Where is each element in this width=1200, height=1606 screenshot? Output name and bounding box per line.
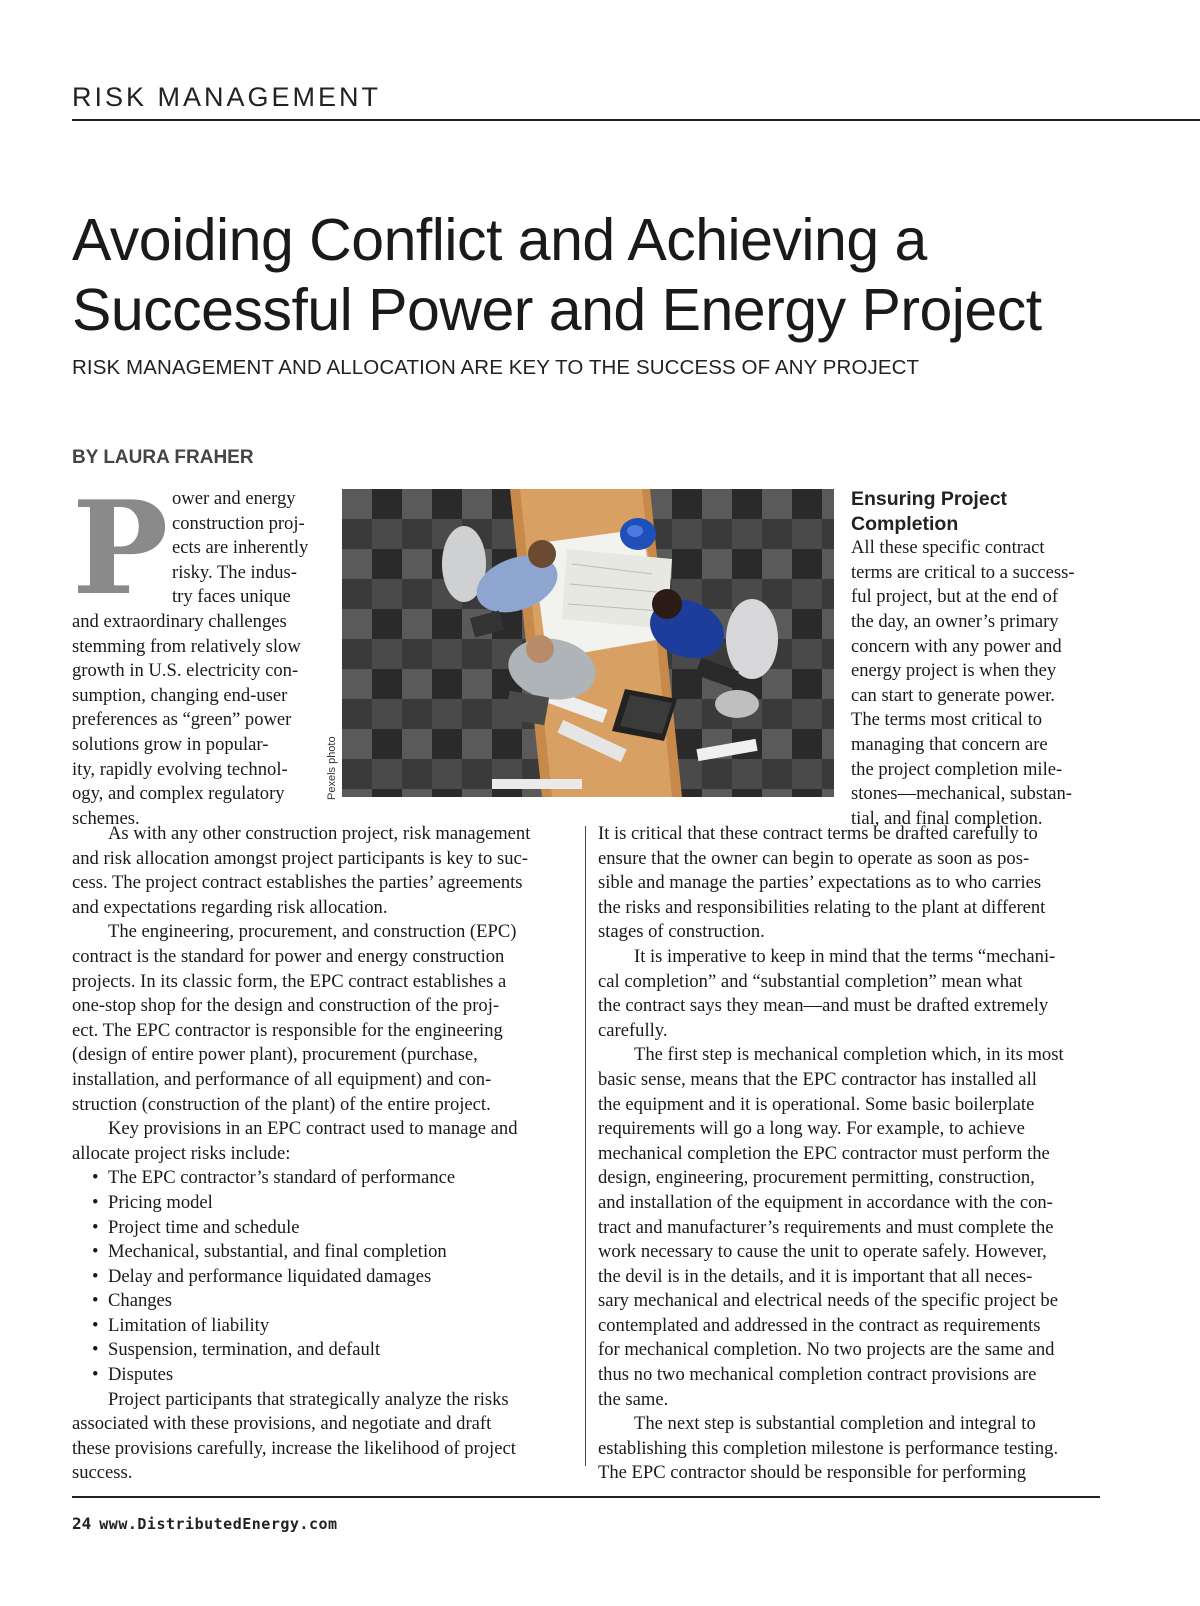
byline: BY LAURA FRAHER (72, 447, 254, 468)
text-line: ful project, but at the end of (851, 586, 1059, 608)
top-rule (72, 119, 1200, 121)
text-line: tial, and final completion. (851, 807, 1043, 829)
bullet-text: Delay and performance liquidated damages (108, 1265, 432, 1287)
text-line: tract and manufacturer’s requirements and must complete the (598, 1216, 1054, 1238)
text-line: All these specific contract (851, 537, 1045, 559)
title-line-2: Successful Power and Energy Project (72, 277, 1042, 343)
text-line: concern with any power and (851, 635, 1062, 657)
text-line: work necessary to cause the unit to operate safely. However, (598, 1241, 1047, 1263)
bullet-text: The EPC contractor’s standard of performance (108, 1167, 456, 1189)
page-number: 24 (72, 1514, 92, 1533)
bullet-item (72, 1289, 582, 1314)
text-line: and installation of the equipment in accordance with the con- (598, 1191, 1053, 1213)
text-line: design, engineering, procurement permitting, construction, (598, 1167, 1035, 1189)
text-line: It is imperative to keep in mind that the terms “mechani- (634, 945, 1056, 967)
column-divider (585, 826, 586, 1466)
bullet-text: Changes (108, 1290, 173, 1312)
bullet-text: Suspension, termination, and default (108, 1339, 381, 1361)
text-line: growth in U.S. electricity con- (72, 660, 299, 682)
section-label: RISK MANAGEMENT (72, 82, 382, 112)
page-footer (72, 1514, 338, 1533)
photo-credit: Pexels photo (326, 736, 338, 800)
text-line: contemplated and addressed in the contract as requirements (598, 1314, 1041, 1336)
bullet-item (72, 1363, 582, 1388)
bullet-icon: • (92, 1241, 99, 1263)
text-line: sible and manage the parties’ expectations as to who carries (598, 872, 1042, 894)
text-line: the day, an owner’s primary (851, 610, 1059, 632)
text-line: ower and energy (172, 488, 296, 509)
meeting-overhead-photo (342, 489, 834, 797)
article-photo (342, 489, 834, 797)
right-narrow-text (851, 536, 1111, 831)
footer-rule (72, 1496, 1100, 1498)
bullet-text: Mechanical, substantial, and final completion (108, 1241, 447, 1263)
heading-line-1: Ensuring Project (851, 488, 1008, 510)
text-line: ects are inherently (172, 537, 309, 559)
text-line: ensure that the owner can begin to operate as soon as pos- (598, 847, 1030, 869)
bullet-icon: • (92, 1314, 99, 1336)
bullet-text: Pricing model (108, 1191, 213, 1213)
heading-line-2: Completion (851, 512, 959, 535)
bullet-text: Project time and schedule (108, 1216, 300, 1238)
bullet-icon: • (92, 1265, 99, 1287)
text-line: success. (72, 1462, 133, 1484)
text-line: the contract says they mean—and must be drafted extremely (598, 995, 1049, 1017)
bullet-icon: • (92, 1191, 99, 1213)
text-line: managing that concern are (851, 733, 1048, 755)
section-heading (851, 487, 1111, 536)
text-line: struction (construction of the plant) of the entire project. (72, 1093, 491, 1115)
bullet-item (72, 1191, 582, 1216)
bullet-icon: • (92, 1167, 99, 1189)
text-line: carefully. (598, 1019, 668, 1041)
text-line: The terms most critical to (851, 709, 1043, 731)
bullet-icon: • (92, 1364, 99, 1386)
text-line: ity, rapidly evolving technol- (72, 758, 288, 780)
text-line: for mechanical completion. No two projects are the same and (598, 1339, 1055, 1361)
text-line: Project participants that strategically analyze the risks (108, 1388, 509, 1410)
text-line: sary mechanical and electrical needs of the specific project be (598, 1290, 1058, 1312)
text-line: establishing this completion milestone is performance testing. (598, 1437, 1059, 1459)
article-title (72, 205, 1172, 345)
bullet-item (72, 1338, 582, 1363)
bullet-icon: • (92, 1290, 99, 1312)
bullet-item (72, 1314, 582, 1339)
text-line: Key provisions in an EPC contract used to manage and (108, 1118, 518, 1140)
text-line: The next step is substantial completion and integral to (634, 1413, 1036, 1435)
text-line: contract is the standard for power and energy construction (72, 945, 505, 967)
text-line: The EPC contractor should be responsible for performing (598, 1462, 1027, 1484)
text-line: and expectations regarding risk allocation. (72, 896, 388, 918)
drop-cap: P (72, 474, 169, 624)
text-line: and extraordinary challenges (72, 611, 287, 632)
text-line: stemming from relatively slow (72, 635, 301, 657)
text-line: the equipment and it is operational. Some basic boilerplate (598, 1093, 1035, 1115)
text-line: installation, and performance of all equipment) and con- (72, 1068, 492, 1090)
text-line: one-stop shop for the design and construction of the proj- (72, 995, 500, 1017)
text-line: (design of entire power plant), procurement (purchase, (72, 1044, 478, 1066)
text-line: ogy, and complex regulatory (72, 783, 285, 805)
text-line: associated with these provisions, and negotiate and draft (72, 1413, 492, 1435)
bullet-icon: • (92, 1339, 99, 1361)
text-line: allocate project risks include: (72, 1142, 291, 1164)
text-line: basic sense, means that the EPC contractor has installed all (598, 1068, 1037, 1090)
text-line: The first step is mechanical completion which, in its most (634, 1044, 1064, 1066)
title-line-1: Avoiding Conflict and Achieving a (72, 207, 927, 273)
text-line: preferences as “green” power (72, 709, 292, 731)
right-sidebar-block (851, 487, 1111, 831)
bullet-item (72, 1216, 582, 1241)
text-line: mechanical completion the EPC contractor must perform the (598, 1142, 1050, 1164)
left-column-body (72, 822, 582, 1486)
footer-url[interactable]: www.DistributedEnergy.com (99, 1515, 338, 1533)
bullet-item (72, 1166, 582, 1191)
text-line: thus no two mechanical completion contract provisions are (598, 1364, 1037, 1386)
text-line: the same. (598, 1388, 669, 1410)
text-line: cal completion” and “substantial completion” mean what (598, 970, 1023, 992)
text-line: and risk allocation amongst project participants is key to suc- (72, 847, 528, 869)
text-line: sumption, changing end-user (72, 684, 288, 706)
text-line: stones—mechanical, substan- (851, 783, 1073, 805)
text-line: projects. In its classic form, the EPC contract establishes a (72, 970, 507, 992)
text-line: ect. The EPC contractor is responsible for the engineering (72, 1019, 503, 1041)
text-line: the risks and responsibilities relating to the plant at different (598, 896, 1046, 918)
text-line: It is critical that these contract terms be drafted carefully to (598, 823, 1038, 844)
text-line: requirements will go a long way. For example, to achieve (598, 1118, 1025, 1140)
bullet-text: Disputes (108, 1364, 174, 1386)
intro-text-below-dropcap (72, 610, 337, 831)
text-line: stages of construction. (598, 921, 765, 943)
text-line: solutions grow in popular- (72, 733, 269, 755)
bullet-item (72, 1240, 582, 1265)
bullet-text: Limitation of liability (108, 1314, 270, 1336)
article-subtitle: RISK MANAGEMENT AND ALLOCATION ARE KEY TO THE SUCCESS OF ANY PROJECT (72, 356, 920, 379)
text-line: As with any other construction project, risk management (108, 823, 531, 844)
intro-text-beside-dropcap (172, 487, 337, 610)
text-line: schemes. (72, 807, 140, 829)
bullet-icon: • (92, 1216, 99, 1238)
text-line: The engineering, procurement, and construction (EPC) (108, 921, 517, 943)
bullet-item (72, 1265, 582, 1290)
text-line: terms are critical to a success- (851, 561, 1075, 583)
text-line: these provisions carefully, increase the likelihood of project (72, 1437, 516, 1459)
text-line: can start to generate power. (851, 684, 1055, 706)
right-column-body (598, 822, 1108, 1486)
text-line: cess. The project contract establishes the parties’ agreements (72, 872, 523, 894)
text-line: try faces unique (172, 586, 291, 608)
text-line: the devil is in the details, and it is important that all neces- (598, 1265, 1033, 1287)
text-line: the project completion mile- (851, 758, 1063, 780)
text-line: energy project is when they (851, 660, 1057, 682)
text-line: construction proj- (172, 512, 305, 534)
text-line: risky. The indus- (172, 561, 297, 583)
